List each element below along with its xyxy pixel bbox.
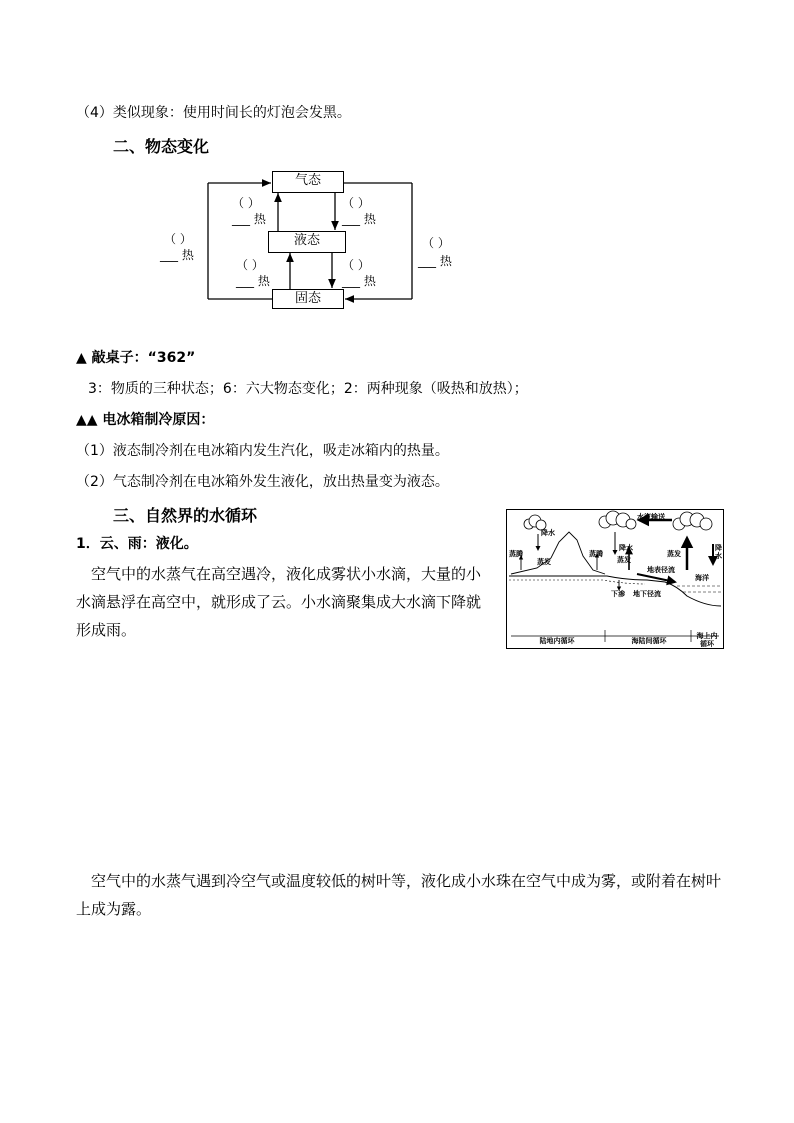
- heat-blank-lower-right: ___ 热: [342, 274, 376, 288]
- blank-paren-lower-left: （ ）: [236, 258, 264, 272]
- cloud-rain-paragraph: 空气中的水蒸气在高空遇冷，液化成雾状小水滴，大量的小水滴悬浮在高空中，就形成了云。小水滴聚集成大水滴下降就形成雨。: [76, 565, 482, 639]
- land-cycle-label: 陆地内循环: [539, 637, 575, 645]
- evaporation-label-middle: 蒸发: [617, 556, 631, 564]
- section2-title: 二、物态变化: [113, 137, 210, 156]
- surface-runoff-label: 地表径流: [647, 566, 675, 574]
- solid-state-box: 固态: [272, 289, 344, 309]
- cloud-right-icon: [673, 512, 712, 530]
- transpiration-label-middle: 蒸腾: [589, 550, 603, 558]
- section3-title: 三、自然界的水循环: [113, 506, 258, 525]
- precip-label-middle: 降水: [619, 544, 633, 552]
- precip-label-right: 降水: [715, 544, 722, 560]
- water-cycle-diagram: [506, 509, 724, 649]
- fridge-reason-1: （1）液态制冷剂在电冰箱内发生汽化，吸走冰箱内的热量。: [76, 443, 449, 459]
- blank-paren-upper-right: （ ）: [342, 196, 370, 210]
- cloud-middle-icon: [599, 511, 636, 529]
- fog-dew-paragraph: 空气中的水蒸气遇到冷空气或温度较低的树叶等，液化成小水珠在空气中成为雾，或附着在树叶上成为露。: [76, 872, 722, 918]
- blank-paren-far-right: （ ）: [422, 236, 450, 250]
- fridge-reason-2: （2）气态制冷剂在电冰箱外发生液化，放出热量变为液态。: [76, 474, 449, 490]
- vapor-transport-label: 水汽输送: [637, 513, 665, 521]
- ocean-cycle-label: 海上内循环: [696, 632, 718, 648]
- state-change-diagram: [150, 165, 480, 315]
- transpiration-label-left: 蒸腾: [509, 550, 523, 558]
- cloud-left-icon: [524, 515, 546, 530]
- heat-blank-upper-left: ___ 热: [232, 212, 266, 226]
- precip-label-left: 降水: [541, 529, 555, 537]
- evaporation-label-left: 蒸发: [537, 558, 551, 566]
- heat-blank-far-left: ___ 热: [160, 248, 194, 262]
- groundwater-runoff-label: 地下径流: [633, 590, 661, 598]
- similar-phenomenon-line: （4）类似现象：使用时间长的灯泡会发黑。: [76, 105, 351, 121]
- ocean-label: 海洋: [695, 574, 709, 582]
- summary-line: 3：物质的三种状态；6：六大物态变化；2：两种现象（吸热和放热）；: [88, 381, 528, 397]
- water-cycle-art: [507, 510, 723, 648]
- blank-paren-far-left: （ ）: [164, 232, 192, 246]
- knock-table-line: ▲ 敲桌子：“362”: [76, 350, 196, 366]
- gas-state-box: 气态: [272, 171, 344, 193]
- underground-line: [509, 580, 645, 584]
- heat-blank-upper-right: ___ 热: [342, 212, 376, 226]
- heat-blank-lower-left: ___ 热: [236, 274, 270, 288]
- cloud-rain-title: 1．云、雨：液化。: [76, 536, 198, 552]
- evaporation-label-right: 蒸发: [667, 550, 681, 558]
- liquid-state-box: 液态: [268, 231, 346, 253]
- sea-land-cycle-label: 海陆间循环: [631, 637, 667, 645]
- infiltration-label: 下渗: [611, 590, 625, 598]
- fridge-title: ▲▲ 电冰箱制冷原因：: [76, 412, 215, 428]
- heat-blank-far-right: ___ 热: [418, 254, 452, 268]
- blank-paren-upper-left: （ ）: [232, 196, 260, 210]
- blank-paren-lower-right: （ ）: [342, 258, 370, 272]
